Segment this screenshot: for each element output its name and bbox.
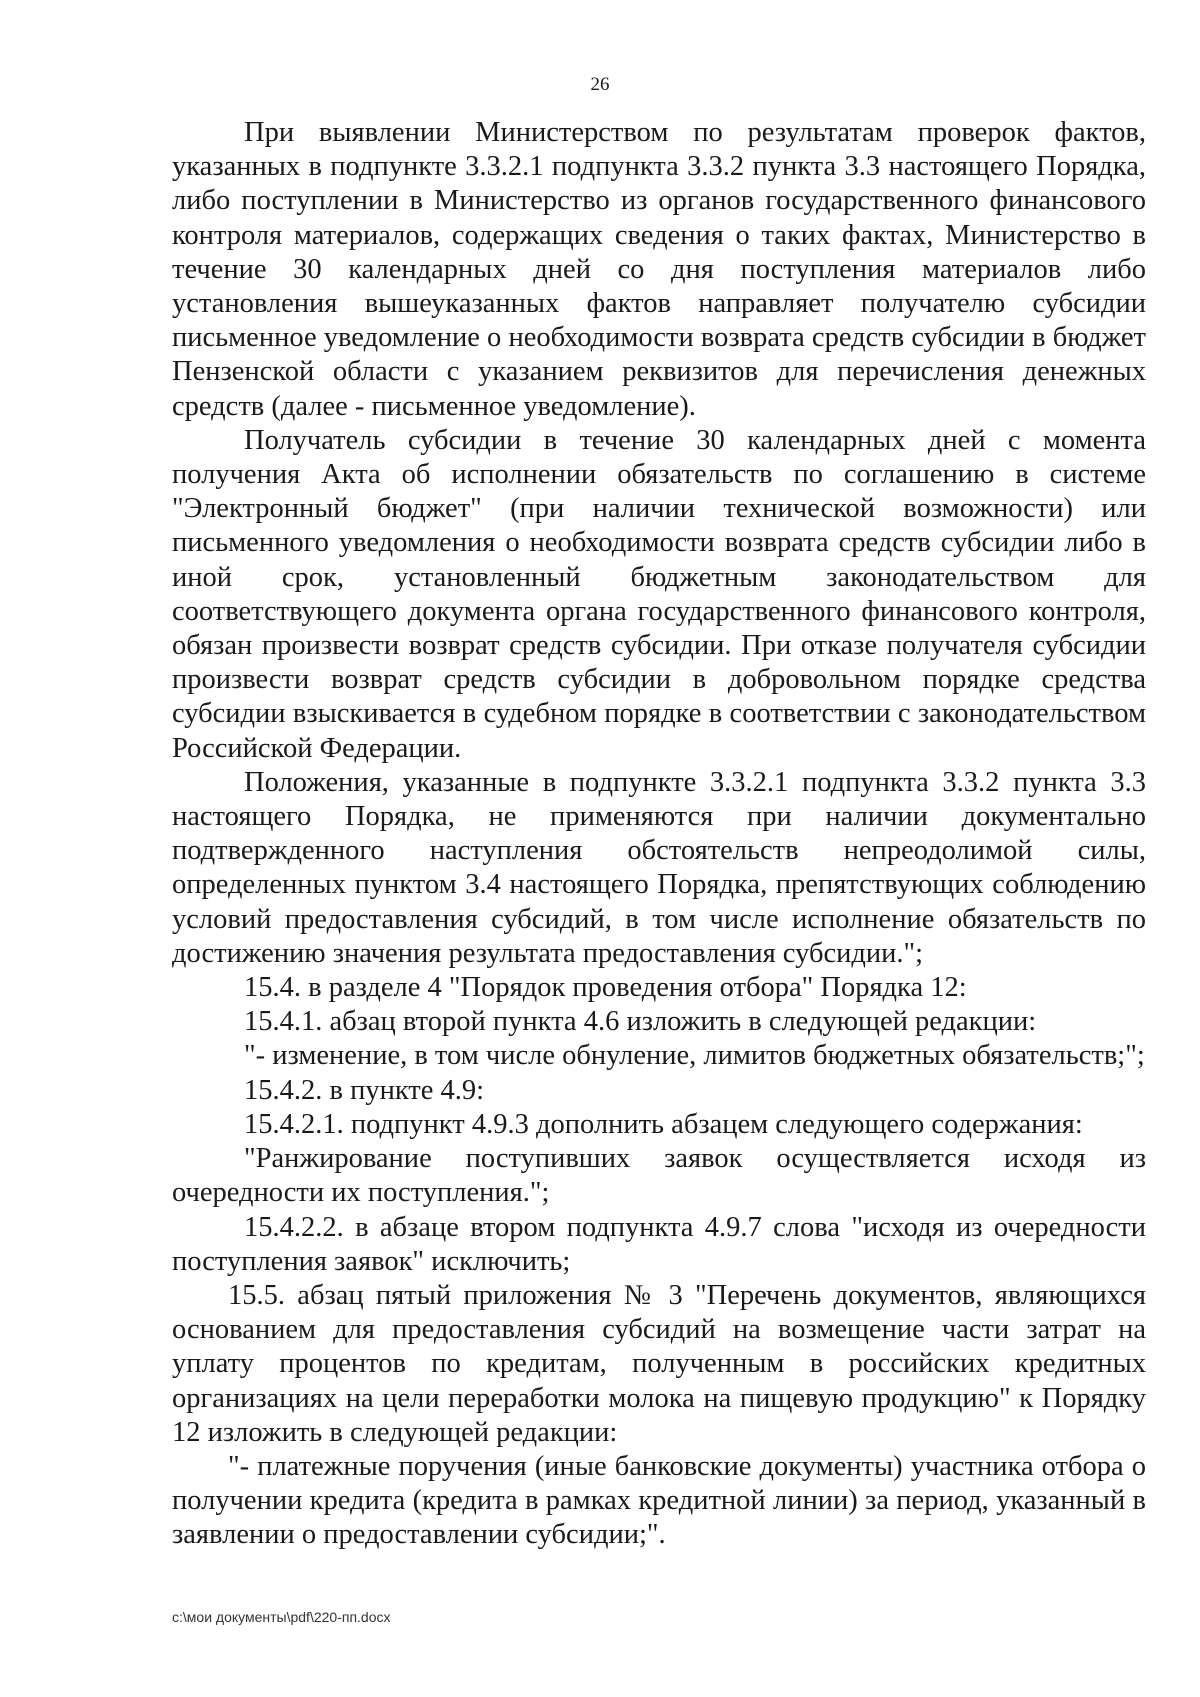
paragraph-limits-change: "- изменение, в том числе обнуление, лимитов бюджетных обязательств;";	[244, 1040, 1145, 1072]
page-number: 26	[590, 74, 610, 95]
paragraph-violation-notice: При выявлении Министерством по результатам проверок фактов, указанных в подпункте 3.3.2.1 подпункта 3.3.2 пункта 3.3 настоящего Порядка, либо поступлении в Министерство из органов государственного финансового контроля материалов, содержащих сведения о таких фактах, Министерство в течение 30 календарных дней со дня поступления материалов либо установления вышеуказанных фактов направляет получателю субсидии письменное уведомление о необходимости возврата средств субсидии в бюджет Пензенской области с указанием реквизитов для перечисления денежных средств (далее - письменное уведомление).	[172, 117, 1146, 422]
paragraph-15-4-2-2: 15.4.2.2. в абзаце втором подпункта 4.9.7 слова "исходя из очередности поступления заявок" исключить;	[172, 1211, 1146, 1277]
paragraph-payment-orders: "- платежные поручения (иные банковские документы) участника отбора о получении кредита (кредита в рамках кредитной линии) за период, указанный в заявлении о предоставлении субсидии;".	[172, 1450, 1146, 1551]
paragraph-subsidy-refund: Получатель субсидии в течение 30 календарных дней с момента получения Акта об исполнении обязательств по соглашению в системе "Электронный бюджет" (при наличии технической возможности) или письменного уведомления о необходимости возврата средств субсидии либо в иной срок, установленный бюджетным законодательством для соответствующего документа органа государственного финансового контроля, обязан произвести возврат средств субсидии. При отказе получателя субсидии произвести возврат средств субсидии в добровольном порядке средства субсидии взыскивается в судебном порядке в соответствии с законодательством Российской Федерации.	[172, 424, 1146, 764]
paragraph-15-4-2: 15.4.2. в пункте 4.9:	[244, 1074, 485, 1106]
document-body	[172, 116, 1146, 1553]
paragraph-force-majeure: Положения, указанные в подпункте 3.3.2.1 подпункта 3.3.2 пункта 3.3 настоящего Порядка, не применяются при наличии документально подтвержденного наступления обстоятельств непреодолимой силы, определенных пунктом 3.4 настоящего Порядка, препятствующих соблюдению условий предоставления субсидий, в том числе исполнение обязательств по достижению значения результата предоставления субсидии.";	[172, 766, 1146, 969]
paragraph-15-4-1: 15.4.1. абзац второй пункта 4.6 изложить в следующей редакции:	[244, 1006, 1037, 1038]
footer-file-path: c:\мои документы\pdf\220-пп.docx	[172, 1609, 391, 1625]
paragraph-15-4: 15.4. в разделе 4 "Порядок проведения отбора" Порядка 12:	[244, 972, 967, 1004]
paragraph-ranking: "Ранжирование поступивших заявок осуществляется исходя из очередности их поступления.";	[172, 1143, 1146, 1209]
paragraph-15-4-2-1: 15.4.2.1. подпункт 4.9.3 дополнить абзацем следующего содержания:	[244, 1108, 1083, 1140]
paragraph-15-5: 15.5. абзац пятый приложения № 3 "Перечень документов, являющихся основанием для предоставления субсидий на возмещение части затрат на уплату процентов по кредитам, полученным в российских кредитных организациях на цели переработки молока на пищевую продукцию" к Порядку 12 изложить в следующей редакции:	[172, 1279, 1146, 1448]
